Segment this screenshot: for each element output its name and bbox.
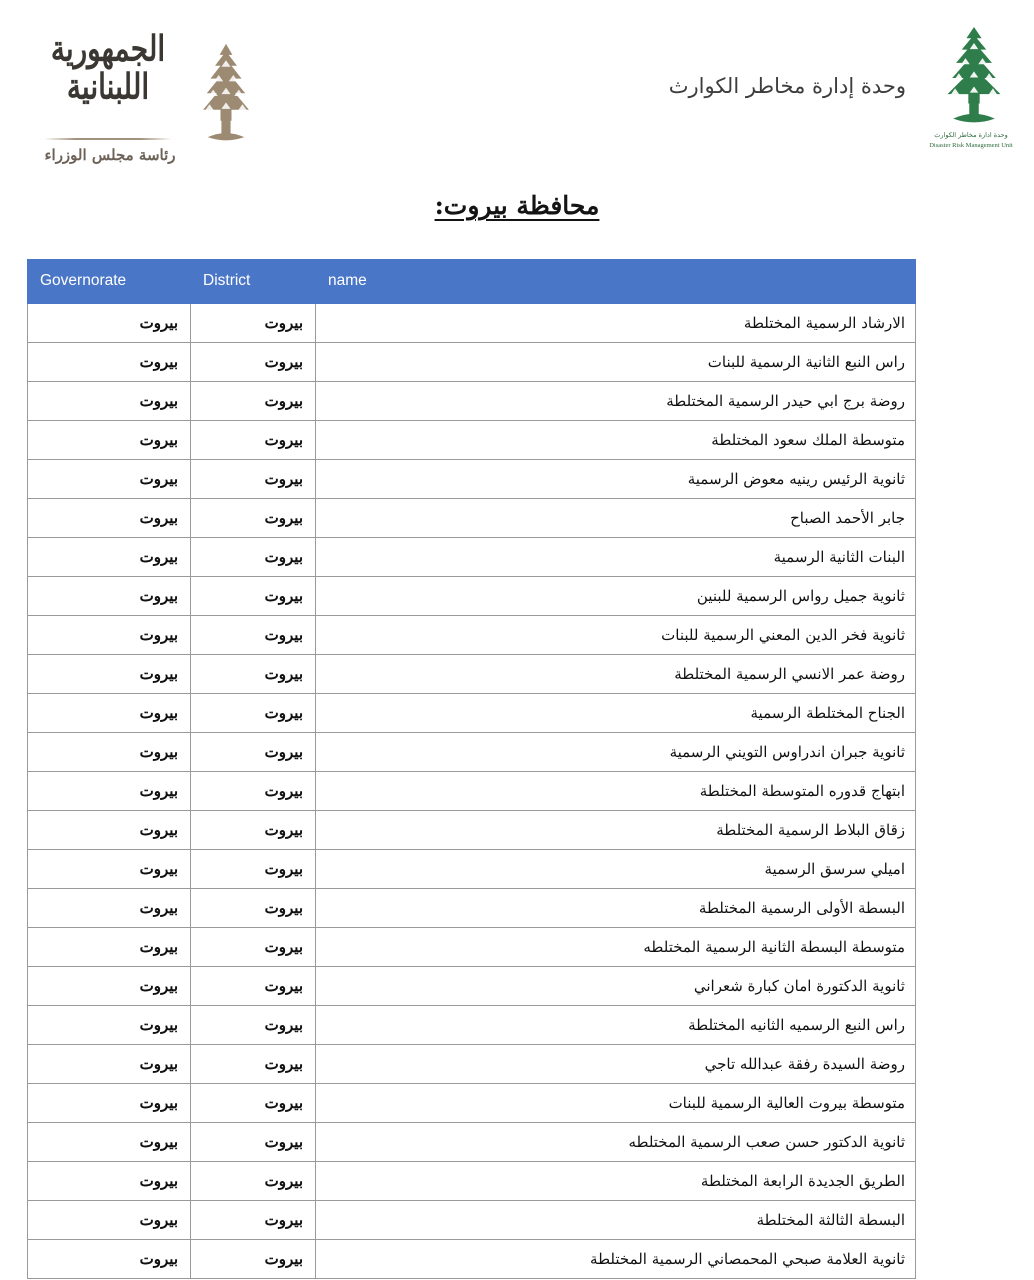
document-header [0,0,1034,185]
table-row[interactable] [28,655,916,694]
schools-table [27,259,916,1279]
drm-caption-arabic: وحدة ادارة مخاطر الكوارث [934,131,1008,139]
cell-district: بيروت [191,499,316,538]
cell-school-name: زقاق البلاط الرسمية المختلطة [316,811,916,850]
table-row[interactable] [28,1045,916,1084]
cell-governorate: بيروت [28,1006,191,1045]
table-row[interactable] [28,421,916,460]
cell-district: بيروت [191,1201,316,1240]
table-header-row [28,260,916,304]
cell-district: بيروت [191,1123,316,1162]
cell-governorate: بيروت [28,655,191,694]
cell-school-name: الطريق الجديدة الرابعة المختلطة [316,1162,916,1201]
table-row[interactable] [28,538,916,577]
cell-school-name: البسطة الثالثة المختلطة [316,1201,916,1240]
cell-governorate: بيروت [28,577,191,616]
table-row[interactable] [28,1084,916,1123]
cell-school-name: البنات الثانية الرسمية [316,538,916,577]
drm-unit-title: وحدة إدارة مخاطر الكوارث [668,74,906,98]
table-head [28,260,916,304]
table-row[interactable] [28,1162,916,1201]
cell-school-name: روضة برج ابي حيدر الرسمية المختلطة [316,382,916,421]
cell-district: بيروت [191,343,316,382]
cell-district: بيروت [191,421,316,460]
republic-calligraphy-line2: اللبنانية [66,66,150,108]
cell-district: بيروت [191,733,316,772]
lebanese-republic-emblem [20,26,280,176]
cell-governorate: بيروت [28,811,191,850]
cell-school-name: الارشاد الرسمية المختلطة [316,304,916,343]
cell-governorate: بيروت [28,460,191,499]
cell-governorate: بيروت [28,616,191,655]
cell-school-name: اميلي سرسق الرسمية [316,850,916,889]
table-row[interactable] [28,382,916,421]
table-row[interactable] [28,460,916,499]
cell-governorate: بيروت [28,889,191,928]
cell-governorate: بيروت [28,694,191,733]
cedar-tree-brown-icon [180,42,272,150]
cell-district: بيروت [191,928,316,967]
cell-governorate: بيروت [28,1240,191,1279]
cell-school-name: متوسطة بيروت العالية الرسمية للبنات [316,1084,916,1123]
cell-school-name: راس النبع الرسميه الثانيه المختلطة [316,1006,916,1045]
table-row[interactable] [28,967,916,1006]
cell-district: بيروت [191,889,316,928]
cell-school-name: ثانوية جميل رواس الرسمية للبنين [316,577,916,616]
cell-governorate: بيروت [28,304,191,343]
cell-district: بيروت [191,967,316,1006]
table-row[interactable] [28,772,916,811]
table-row[interactable] [28,1006,916,1045]
republic-logo-divider [44,138,172,140]
cell-district: بيروت [191,694,316,733]
cell-district: بيروت [191,1162,316,1201]
drm-unit-logo [912,26,1030,166]
cell-governorate: بيروت [28,1084,191,1123]
cell-district: بيروت [191,1240,316,1279]
cell-district: بيروت [191,850,316,889]
column-header-district[interactable]: District [191,260,316,304]
cell-governorate: بيروت [28,1201,191,1240]
table-row[interactable] [28,304,916,343]
page-title: محافظة بيروت: [434,191,600,220]
column-header-governorate[interactable]: Governorate [28,260,191,304]
table-row[interactable] [28,577,916,616]
cell-school-name: ابتهاج قدوره المتوسطة المختلطة [316,772,916,811]
council-of-ministers-subtitle: رئاسة مجلس الوزراء [44,146,176,164]
cell-district: بيروت [191,304,316,343]
cell-school-name: ثانوية الرئيس رينيه معوض الرسمية [316,460,916,499]
cell-school-name: البسطة الأولى الرسمية المختلطة [316,889,916,928]
cell-governorate: بيروت [28,928,191,967]
cell-governorate: بيروت [28,850,191,889]
cell-district: بيروت [191,538,316,577]
table-row[interactable] [28,499,916,538]
cell-governorate: بيروت [28,1162,191,1201]
table-row[interactable] [28,1201,916,1240]
cell-district: بيروت [191,1006,316,1045]
cell-governorate: بيروت [28,343,191,382]
cell-district: بيروت [191,772,316,811]
cell-school-name: روضة عمر الانسي الرسمية المختلطة [316,655,916,694]
cell-governorate: بيروت [28,421,191,460]
cell-governorate: بيروت [28,1123,191,1162]
table-row[interactable] [28,694,916,733]
table-row[interactable] [28,1240,916,1279]
table-row[interactable] [28,811,916,850]
cell-school-name: متوسطة البسطة الثانية الرسمية المختلطه [316,928,916,967]
cell-governorate: بيروت [28,1045,191,1084]
cell-school-name: متوسطة الملك سعود المختلطة [316,421,916,460]
table-row[interactable] [28,343,916,382]
cell-school-name: ثانوية الدكتور حسن صعب الرسمية المختلطه [316,1123,916,1162]
cell-governorate: بيروت [28,538,191,577]
republic-calligraphy-line1: الجمهورية [50,27,166,70]
cell-school-name: ثانوية الدكتورة امان كبارة شعراني [316,967,916,1006]
cell-school-name: ثانوية فخر الدين المعني الرسمية للبنات [316,616,916,655]
cell-district: بيروت [191,1084,316,1123]
cell-school-name: روضة السيدة رفقة عبدالله تاجي [316,1045,916,1084]
page-title-container [0,191,1034,220]
cell-governorate: بيروت [28,382,191,421]
schools-table-container [27,259,915,1279]
cell-district: بيروت [191,382,316,421]
cell-district: بيروت [191,577,316,616]
cell-district: بيروت [191,616,316,655]
table-row[interactable] [28,616,916,655]
cell-school-name: راس النبع الثانية الرسمية للبنات [316,343,916,382]
table-row[interactable] [28,889,916,928]
table-row[interactable] [28,928,916,967]
cell-district: بيروت [191,460,316,499]
cell-governorate: بيروت [28,499,191,538]
cell-school-name: الجناح المختلطة الرسمية [316,694,916,733]
cell-school-name: ثانوية العلامة صبحي المحمصاني الرسمية المختلطة [316,1240,916,1279]
cell-governorate: بيروت [28,967,191,1006]
cell-governorate: بيروت [28,772,191,811]
table-body [28,304,916,1279]
cedar-tree-green-icon [926,26,1022,130]
table-row[interactable] [28,1123,916,1162]
cell-school-name: جابر الأحمد الصباح [316,499,916,538]
column-header-name[interactable]: name [316,260,916,304]
cell-district: بيروت [191,1045,316,1084]
drm-caption-english: Disaster Risk Management Unit [929,142,1013,149]
cell-school-name: ثانوية جبران اندراوس التويني الرسمية [316,733,916,772]
cell-district: بيروت [191,811,316,850]
cell-district: بيروت [191,655,316,694]
table-row[interactable] [28,850,916,889]
cell-governorate: بيروت [28,733,191,772]
republic-calligraphy [38,27,178,108]
table-row[interactable] [28,733,916,772]
